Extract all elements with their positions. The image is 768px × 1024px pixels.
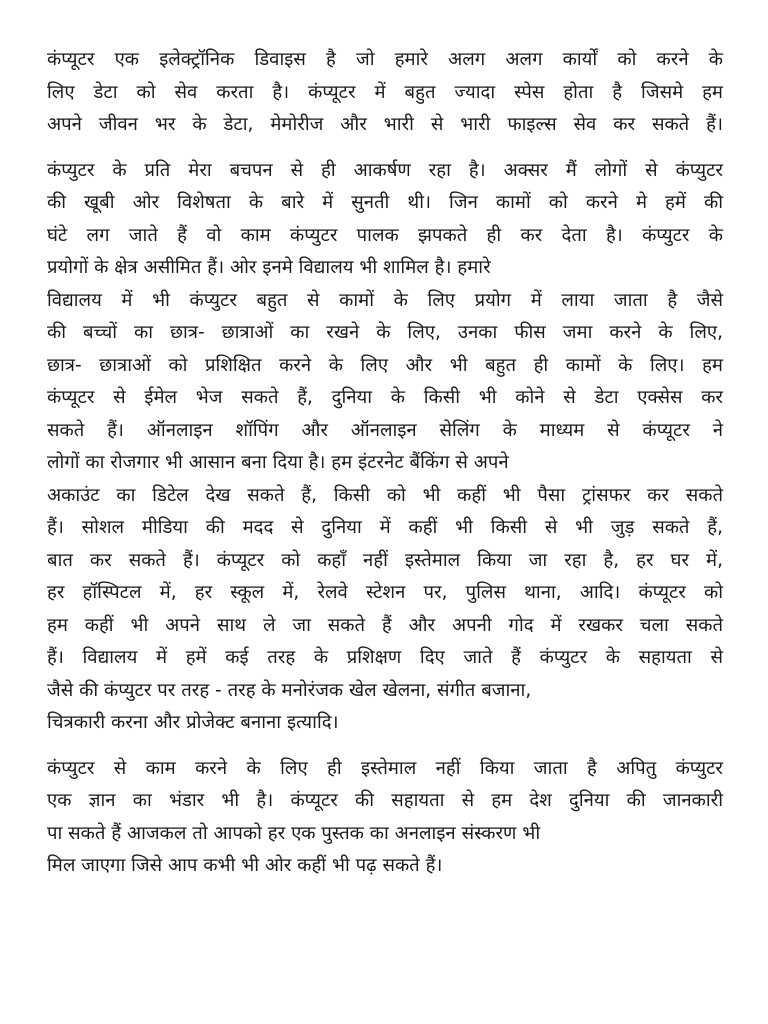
text-line: की खूबी ओर विशेषता के बारे में सुनती थी। जिन कामों को करने मे हमें की (47, 192, 723, 213)
text-line: चित्रकारी करना और प्रोजेक्ट बनाना इत्यादि। (47, 712, 339, 733)
text-line: की बच्चों का छात्र- छात्राओं का रखने के लिए, उनका फीस जमा करने के लिए, (47, 322, 723, 343)
text-line: कंप्यूटर से ईमेल भेज सकते हैं, दुनिया के किसी भी कोने से डेटा एक्सेस कर (47, 387, 723, 408)
text-line: एक ज्ञान का भंडार भी है। कंप्यूटर की सहायता से हम देश दुनिया की जानकारी (47, 790, 723, 811)
text-line: घंटे लग जाते हैं वो काम कंप्युटर पालक झपकते ही कर देता है। कंप्युटर के (47, 224, 723, 246)
paragraph-3 (47, 753, 723, 883)
text-line: कंप्यूटर एक इलेक्ट्रॉनिक डिवाइस है जो हमारे अलग अलग कार्यों को करने के (47, 49, 723, 70)
text-line: कंप्युटर से काम करने के लिए ही इस्तेमाल नहीं किया जाता है अपितु कंप्युटर (47, 757, 723, 779)
text-line: मिल जाएगा जिसे आप कभी भी ओर कहीं भी पढ़ सकते हैं। (47, 855, 443, 876)
text-line: अपने जीवन भर के डेटा, मेमोरीज और भारी से भारी फाइल्स सेव कर सकते हैं। (47, 114, 723, 135)
text-line: जैसे की कंप्युटर पर तरह - तरह के मनोरंजक खेल खेलना, संगीत बजाना, (47, 679, 532, 701)
text-line: हैं। विद्यालय में हमें कई तरह के प्रशिक्षण दिए जाते हैं कंप्युटर के सहायता से (47, 647, 723, 668)
paragraph-2 (47, 155, 723, 740)
text-line: हर हॉस्पिटल में, हर स्कूल में, रेलवे स्टेशन पर, पुलिस थाना, आदि। कंप्यूटर को (47, 582, 723, 603)
text-line: विद्यालय में भी कंप्युटर बहुत से कामों के लिए प्रयोग में लाया जाता है जैसे (47, 289, 723, 311)
text-line: पा सकते हैं आजकल तो आपको हर एक पुस्तक का अनलाइन संस्करण भी (47, 822, 541, 844)
text-line: लिए डेटा को सेव करता है। कंप्यूटर में बहुत ज्यादा स्पेस होता है जिसमे हम (47, 81, 723, 103)
document-page (47, 44, 723, 883)
text-line: प्रयोगों के क्षेत्र असीमित हैं। ओर इनमे विद्यालय भी शामिल है। हमारे (47, 257, 491, 278)
text-line: सकते हैं। ऑनलाइन शॉपिंग और ऑनलाइन सेलिंग के माध्यम से कंप्यूटर ने (47, 419, 723, 441)
text-line: हम कहीं भी अपने साथ ले जा सकते हैं और अपनी गोद में रखकर चला सकते (47, 614, 723, 636)
paragraph-1 (47, 44, 723, 142)
text-line: हैं। सोशल मीडिया की मदद से दुनिया में कहीं भी किसी से भी जुड़ सकते हैं, (47, 517, 723, 538)
text-line: कंप्युटर के प्रति मेरा बचपन से ही आकर्षण रहा है। अक्सर मैं लोगों से कंप्युटर (47, 159, 723, 181)
text-line: छात्र- छात्राओं को प्रशिक्षित करने के लिए और भी बहुत ही कामों के लिए। हम (47, 354, 723, 376)
text-line: लोगों का रोजगार भी आसान बना दिया है। हम इंटरनेट बैंकिंग से अपने (47, 452, 509, 473)
text-line: अकाउंट का डिटेल देख सकते हैं, किसी को भी कहीं भी पैसा ट्रांसफर कर सकते (47, 484, 723, 506)
text-line: बात कर सकते हैं। कंप्यूटर को कहाँ नहीं इस्तेमाल किया जा रहा है, हर घर में, (47, 549, 723, 571)
